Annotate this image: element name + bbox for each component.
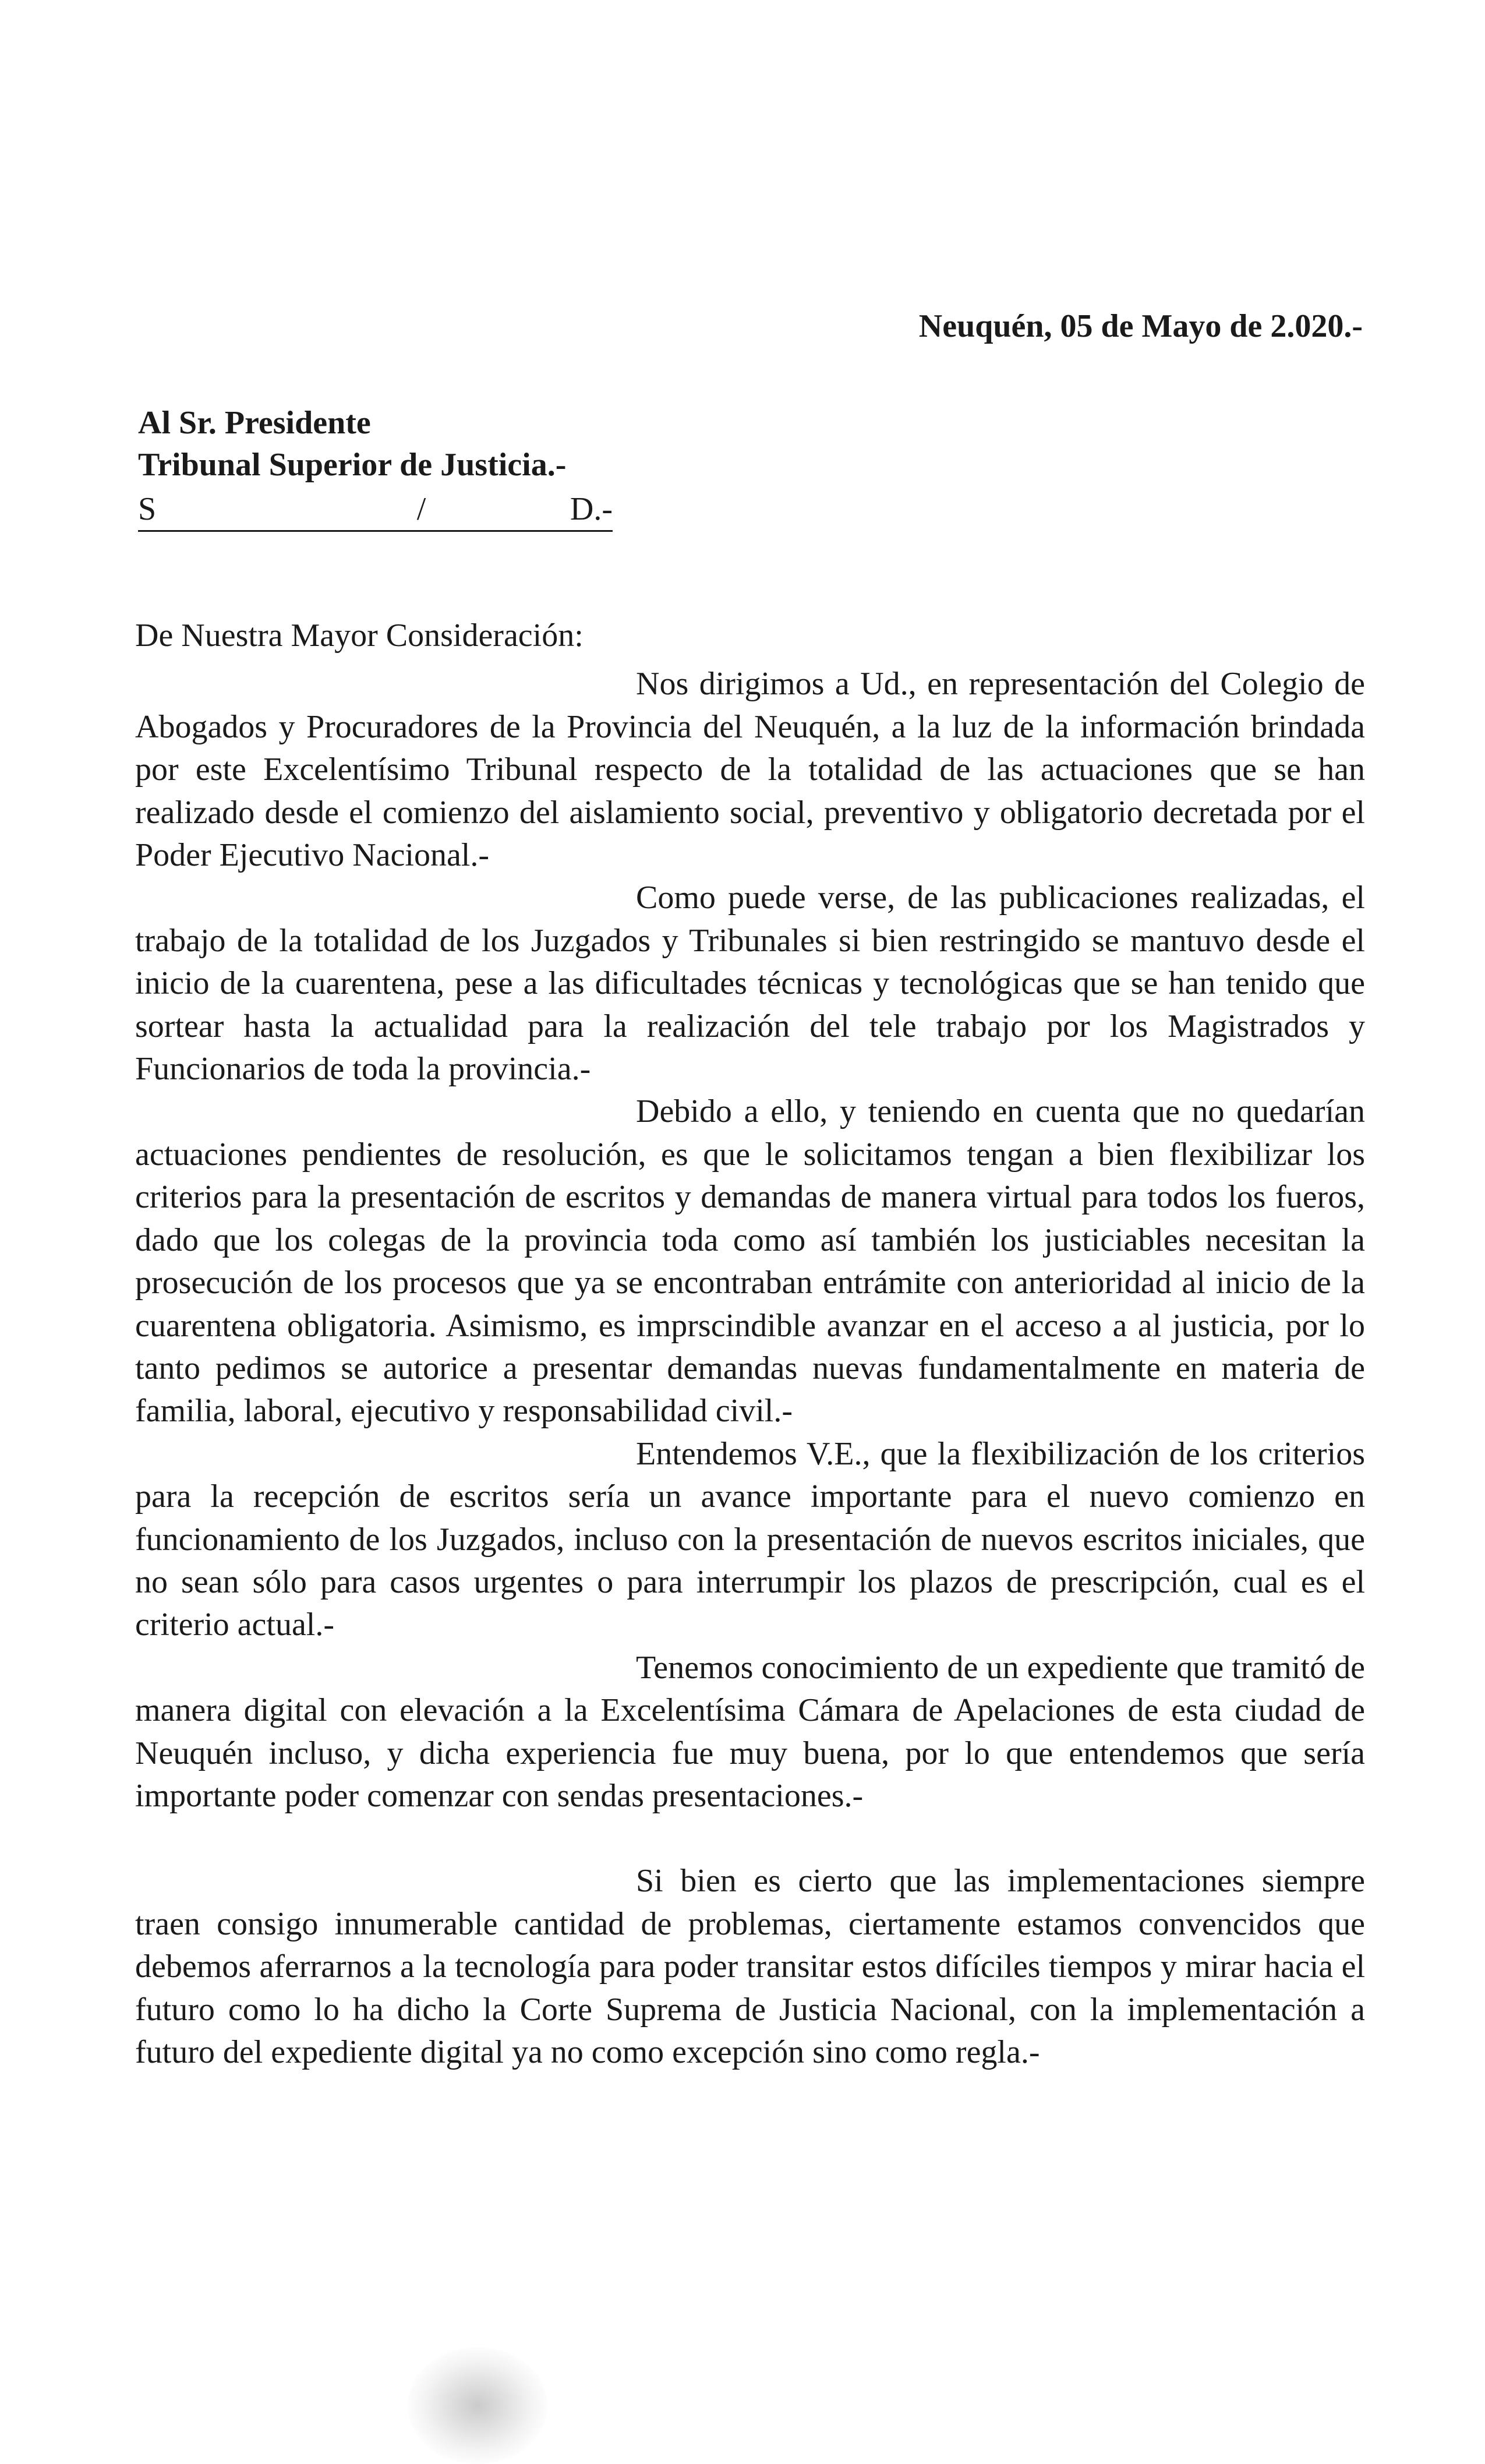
sd-d: D.-: [570, 491, 613, 527]
recipient-block: [138, 402, 566, 486]
paragraph-4: [135, 1433, 1365, 1647]
scan-smudge: [408, 2347, 547, 2464]
paragraph-5: [135, 1647, 1365, 1818]
paragraph-text: Nos dirigimos a Ud., en representación del Colegio de Abogados y Procuradores de la Provincia del Neuquén, a la luz de la información brindada por este Excelentísimo Tribunal respecto de la totalidad de las actuaciones que se han realizado desde el comienzo del aislamiento social, preventivo y obligatorio decretada por el Poder Ejecutivo Nacional.-: [135, 666, 1365, 874]
paragraph-text: Entendemos V.E., que la flexibilización de los criterios para la recepción de escritos sería un avance importante para el nuevo comienzo en funcionamiento de los Juzgados, incluso con la presentación de nuevos escritos iniciales, que no sean sólo para casos urgentes o para interrumpir los plazos de prescripción, cual es el criterio actual.-: [135, 1435, 1365, 1643]
recipient-title: Al Sr. Presidente: [138, 405, 371, 441]
paragraph-text: Como puede verse, de las publicaciones realizadas, el trabajo de la totalidad de los Juzgados y Tribunales si bien restringido se mantuvo desde el inicio de la cuarentena, pese a las dificultades técnicas y tecnológicas que se han tenido que sortear hasta la actualidad para la realización del tele trabajo por los Magistrados y Funcionarios de toda la provincia.-: [135, 880, 1365, 1088]
paragraph-text: Tenemos conocimiento de un expediente que tramitó de manera digital con elevación a la Excelentísima Cámara de Apelaciones de esta ciudad de Neuquén incluso, y dicha experiencia fue muy buena, por lo que entendemos que sería importante poder comenzar con sendas presentaciones.-: [135, 1649, 1365, 1814]
letter-date: Neuquén, 05 de Mayo de 2.020.-: [918, 308, 1363, 344]
paragraph-text: Si bien es cierto que las implementaciones siempre traen consigo innumerable cantidad de problemas, ciertamente estamos convencidos que debemos aferrarnos a la tecnología para poder transitar estos difíciles tiempos y mirar hacia el futuro como lo ha dicho la Corte Suprema de Justicia Nacional, con la implementación a futuro del expediente digital ya no como excepción sino como regla.-: [135, 1863, 1365, 2070]
paragraph-text: Debido a ello, y teniendo en cuenta que no quedarían actuaciones pendientes de resolución, es que le solicitamos tengan a bien flexibilizar los criterios para la presentación de escritos y demandas de manera virtual para todos los fueros, dado que los colegas de la provincia toda como así también los justiciables necesitan la prosecución de los procesos que ya se encontraban entrámite con anterioridad al inicio de la cuarentena obligatoria. Asimismo, es imprscindible avanzar en el acceso a al justicia, por lo tanto pedimos se autorice a presentar demandas nuevas fundamentalmente en materia de familia, laboral, ejecutivo y responsabilidad civil.-: [135, 1093, 1365, 1429]
recipient-institution: Tribunal Superior de Justicia.-: [138, 447, 567, 483]
letter-body: [135, 615, 1365, 2074]
recipient-sd-line: [138, 488, 613, 532]
paragraph-gap: [135, 1817, 1365, 1860]
paragraph-1: [135, 663, 1365, 877]
paragraph-6: [135, 1860, 1365, 2074]
sd-s: S: [138, 491, 157, 527]
greeting: De Nuestra Mayor Consideración:: [135, 617, 584, 654]
paragraph-3: [135, 1090, 1365, 1432]
paragraph-2: [135, 877, 1365, 1090]
sd-slash: /: [416, 491, 426, 527]
